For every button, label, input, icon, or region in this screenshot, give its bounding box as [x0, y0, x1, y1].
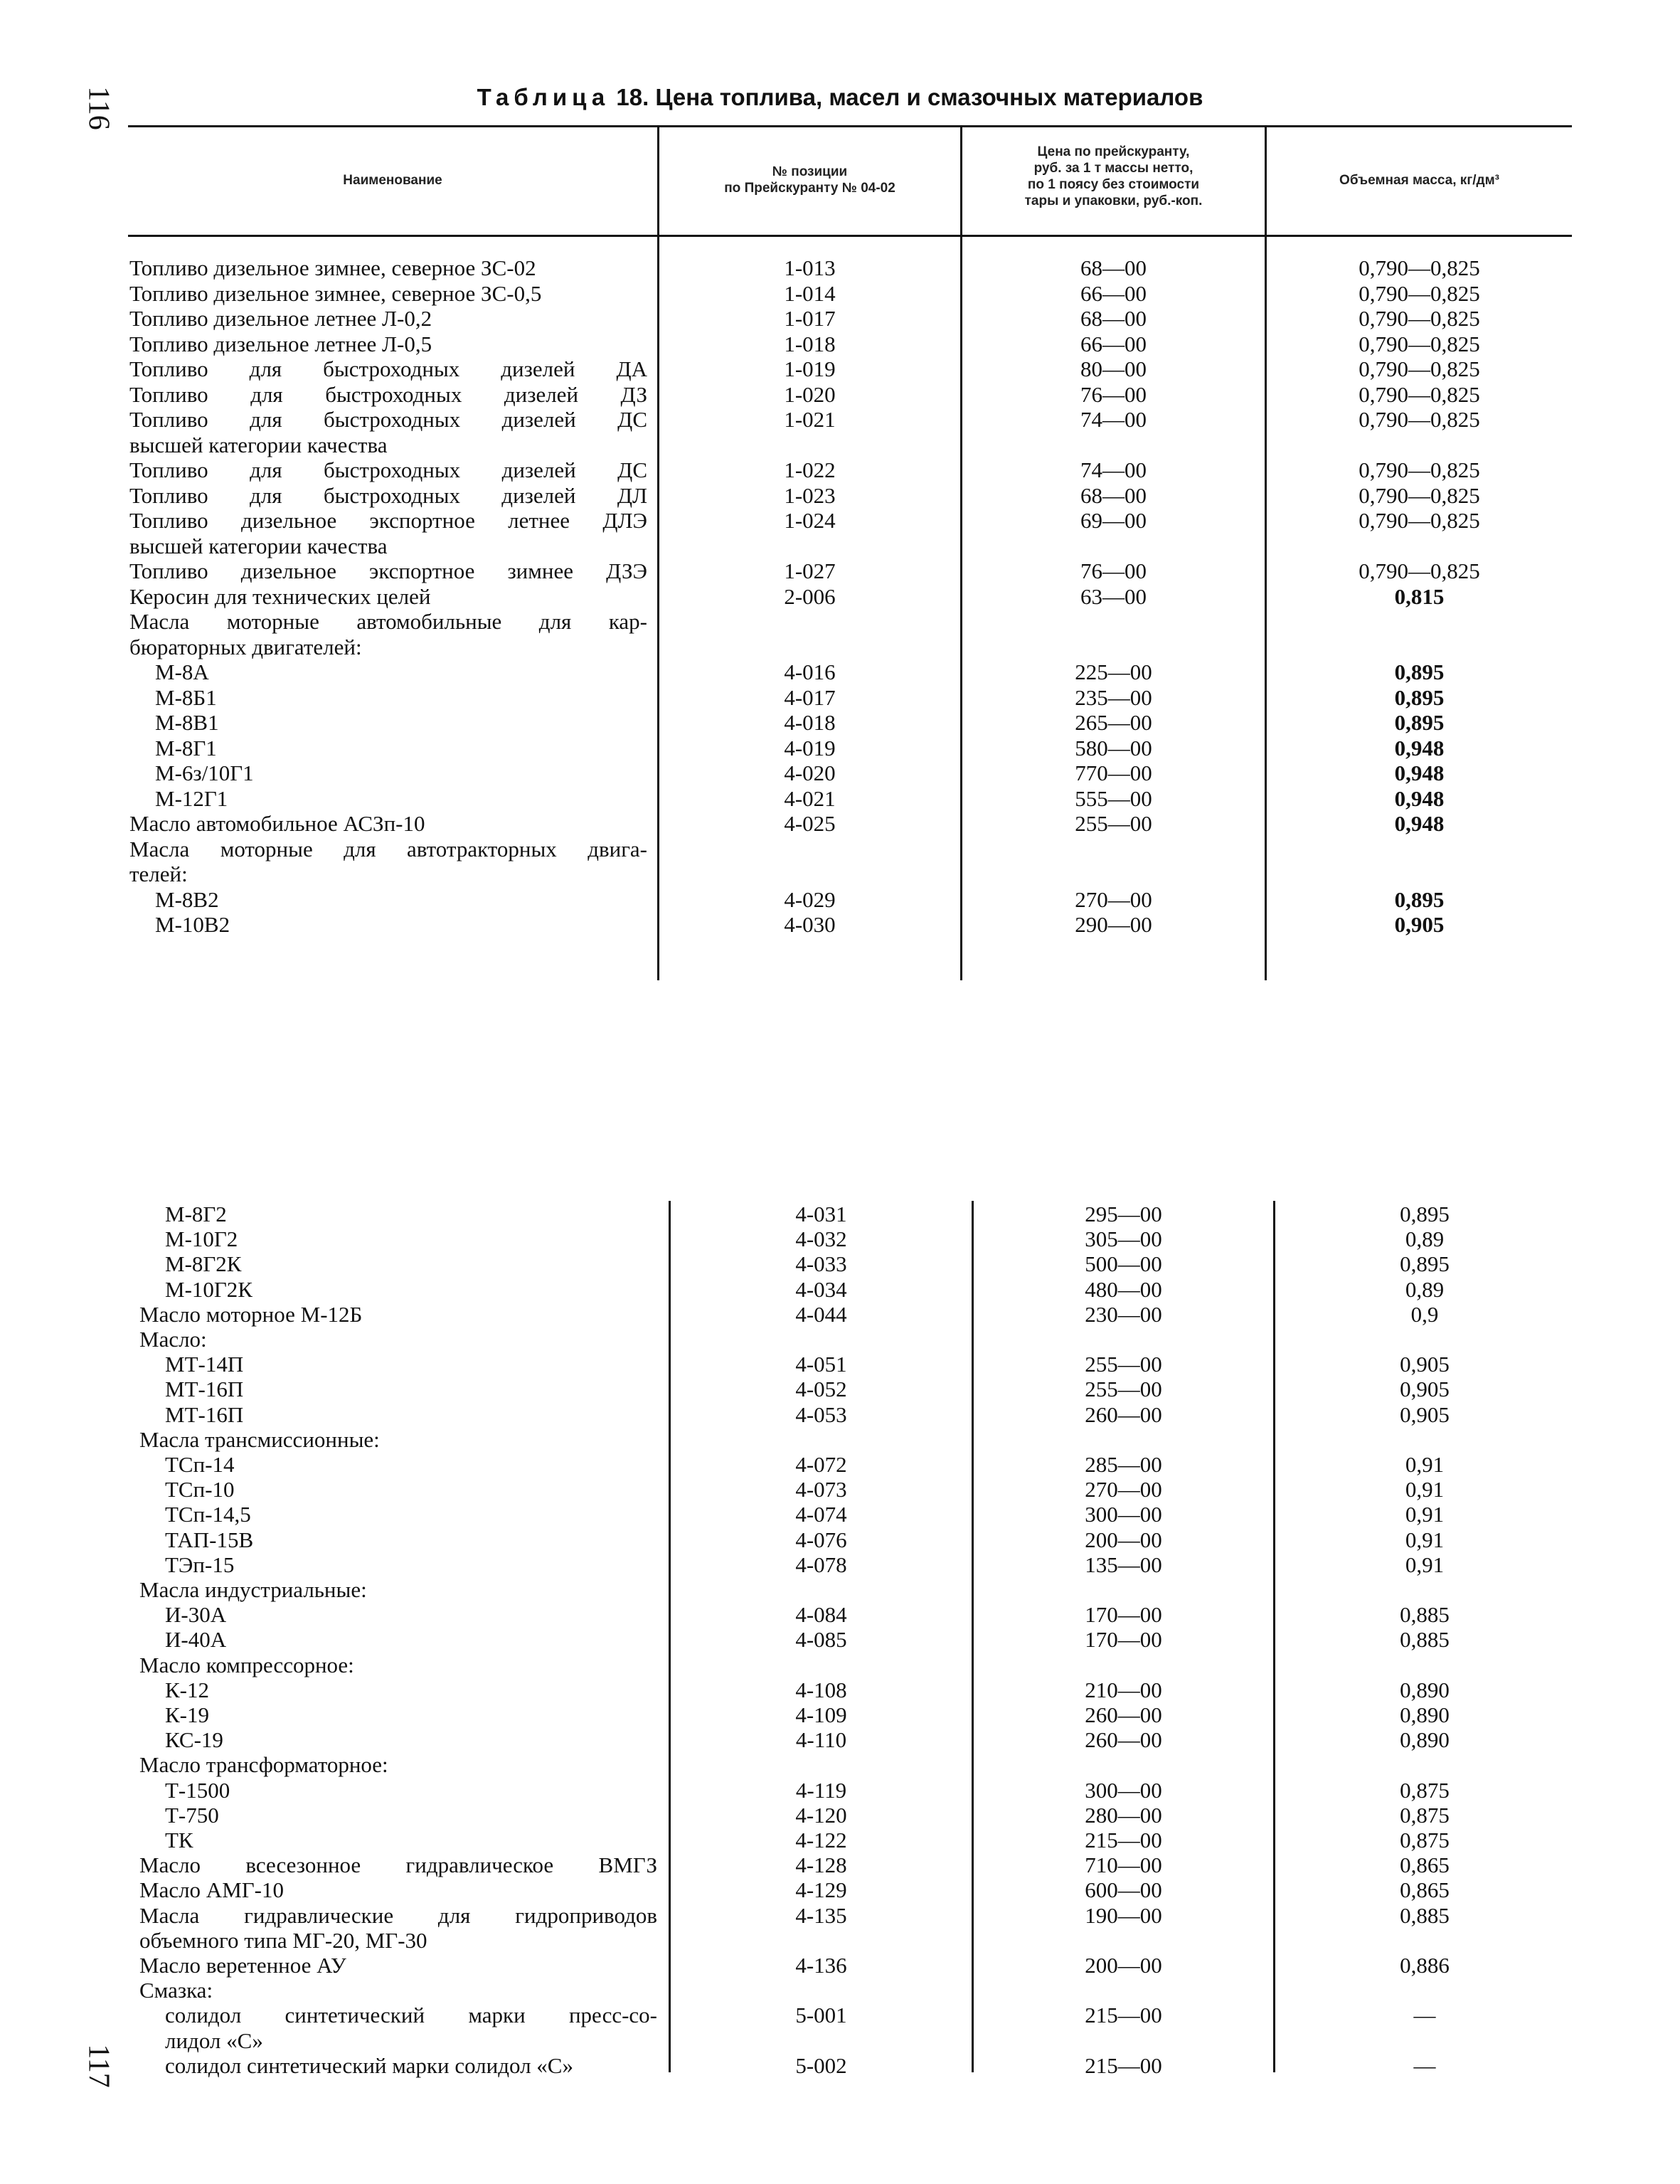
- row-price: 555—00: [1075, 785, 1152, 811]
- row-name: ТСп-14,5: [165, 1502, 251, 1527]
- table-row: [0, 509, 1680, 534]
- row-name: Топливо для быстроходных дизелей ДС: [129, 407, 647, 432]
- row-density: 0,895: [1394, 710, 1445, 735]
- row-position: 4-074: [795, 1502, 847, 1527]
- table-row: [0, 1303, 1680, 1328]
- row-price: 135—00: [1085, 1552, 1162, 1577]
- row-name: М-8В1: [155, 710, 219, 735]
- row-price: 255—00: [1085, 1352, 1162, 1377]
- row-name: Топливо дизельное летнее Л-0,5: [129, 331, 432, 356]
- row-position: 2-006: [784, 583, 836, 609]
- row-name: М-8А: [155, 659, 209, 684]
- row-name: М-8Г2: [165, 1202, 227, 1226]
- row-name: М-8Г1: [155, 735, 217, 760]
- row-position: 1-014: [784, 280, 836, 306]
- row-name: М-12Г1: [155, 785, 228, 811]
- row-position: 4-052: [795, 1377, 847, 1402]
- table-row: [0, 1803, 1680, 1829]
- page-number-top: 116: [82, 86, 115, 130]
- table-row: [0, 484, 1680, 509]
- row-price: 265—00: [1075, 710, 1152, 735]
- table-row: [0, 534, 1680, 560]
- row-name: Керосин для технических целей: [129, 583, 431, 609]
- row-density: 0,790—0,825: [1359, 280, 1480, 306]
- table-row: [0, 1878, 1680, 1904]
- table-row: [0, 686, 1680, 711]
- row-density: 0,790—0,825: [1359, 558, 1480, 583]
- table-row: [0, 1278, 1680, 1303]
- table-row: [0, 1578, 1680, 1603]
- row-density: 0,790—0,825: [1359, 255, 1480, 280]
- row-position: 4-030: [784, 912, 836, 937]
- table-row: [0, 1403, 1680, 1428]
- row-name: ТК: [165, 1828, 193, 1852]
- row-price: 68—00: [1080, 306, 1147, 331]
- table-row: [0, 1929, 1680, 1954]
- row-price: 270—00: [1085, 1477, 1162, 1502]
- row-name: телей:: [129, 862, 188, 886]
- row-position: 4-128: [795, 1852, 847, 1878]
- row-name: И-30А: [165, 1602, 227, 1628]
- row-price: 255—00: [1075, 811, 1152, 836]
- row-position: 4-084: [795, 1602, 847, 1628]
- row-price: 74—00: [1080, 407, 1147, 432]
- table-title: [0, 84, 1680, 111]
- row-name: МТ-16П: [165, 1401, 244, 1427]
- row-position: 5-002: [795, 2052, 847, 2078]
- table-row: [0, 660, 1680, 686]
- row-price: 580—00: [1075, 735, 1152, 760]
- table-row: [0, 1904, 1680, 1929]
- row-price: 76—00: [1080, 381, 1147, 407]
- row-price: 285—00: [1085, 1452, 1162, 1477]
- row-price: 480—00: [1085, 1276, 1162, 1302]
- table-row: [0, 1978, 1680, 2004]
- table-row: [0, 635, 1680, 661]
- header-density: Объемная масса, кг/дм³: [1339, 173, 1499, 188]
- row-price: 63—00: [1080, 583, 1147, 609]
- row-density: 0,91: [1405, 1527, 1445, 1552]
- row-density: 0,790—0,825: [1359, 482, 1480, 508]
- row-name: М-6з/10Г1: [155, 760, 254, 785]
- row-density: 0,905: [1400, 1401, 1450, 1427]
- row-position: 4-053: [795, 1401, 847, 1427]
- row-name: Топливо дизельное зимнее, северное ЗС-02: [129, 255, 536, 280]
- row-name: Топливо для быстроходных дизелей ДС: [129, 457, 647, 482]
- table-row: [0, 711, 1680, 736]
- row-position: 1-020: [784, 381, 836, 407]
- row-name: ТЭп-15: [165, 1552, 235, 1577]
- row-density: —: [1413, 2003, 1436, 2028]
- row-price: 66—00: [1080, 331, 1147, 356]
- table-row: [0, 1428, 1680, 1453]
- row-price: 80—00: [1080, 356, 1147, 381]
- table-row: [0, 1327, 1680, 1353]
- row-name: М-8В2: [155, 886, 219, 912]
- row-price: 260—00: [1085, 1702, 1162, 1727]
- row-position: 4-072: [795, 1452, 847, 1477]
- row-price: 270—00: [1075, 886, 1152, 912]
- row-price: 305—00: [1085, 1226, 1162, 1252]
- row-name: М-10Г2К: [165, 1276, 252, 1302]
- row-density: 0,91: [1405, 1452, 1445, 1477]
- table-row: [0, 282, 1680, 307]
- row-price: 300—00: [1085, 1777, 1162, 1803]
- row-density: 0,875: [1400, 1802, 1450, 1828]
- header-name: Наименование: [343, 173, 442, 188]
- row-price: 260—00: [1085, 1727, 1162, 1753]
- row-position: 1-017: [784, 306, 836, 331]
- row-density: 0,905: [1394, 912, 1445, 937]
- row-position: 4-119: [795, 1777, 847, 1803]
- row-density: 0,885: [1400, 1627, 1450, 1653]
- row-density: 0,948: [1394, 811, 1445, 836]
- row-density: 0,905: [1400, 1352, 1450, 1377]
- table-row: [0, 1227, 1680, 1253]
- row-name: Масло веретенное АУ: [139, 1953, 346, 1978]
- row-price: 210—00: [1085, 1677, 1162, 1702]
- table-row: [0, 1453, 1680, 1478]
- row-price: 600—00: [1085, 1877, 1162, 1903]
- table-row: [0, 2003, 1680, 2029]
- row-price: 225—00: [1075, 659, 1152, 684]
- table-title-prefix: Таблица: [477, 84, 610, 110]
- row-name: И-40А: [165, 1627, 227, 1653]
- row-position: 1-018: [784, 331, 836, 356]
- row-name: Масло компрессорное:: [139, 1652, 354, 1677]
- row-position: 4-109: [795, 1702, 847, 1727]
- row-position: 4-108: [795, 1677, 847, 1702]
- row-position: 1-027: [784, 558, 836, 583]
- row-name: Топливо дизельное зимнее, северное ЗС-0,5: [129, 280, 542, 306]
- table-row: [0, 2054, 1680, 2079]
- table-row: [0, 1528, 1680, 1554]
- table-row: [0, 1853, 1680, 1879]
- row-name: МТ-16П: [165, 1377, 244, 1402]
- row-position: 4-029: [784, 886, 836, 912]
- row-price: 190—00: [1085, 1902, 1162, 1928]
- row-name: МТ-14П: [165, 1352, 244, 1377]
- row-position: 4-044: [795, 1301, 847, 1327]
- table-row: [0, 357, 1680, 383]
- row-position: 4-129: [795, 1877, 847, 1903]
- row-name: Масла моторные автомобильные для кар-: [129, 609, 647, 634]
- row-price: 235—00: [1075, 684, 1152, 710]
- row-name: лидол «С»: [165, 2027, 263, 2053]
- table-row: [0, 1753, 1680, 1779]
- row-price: 280—00: [1085, 1802, 1162, 1828]
- row-density: 0,875: [1400, 1777, 1450, 1803]
- row-name: Смазка:: [139, 1978, 213, 2003]
- row-position: 4-018: [784, 710, 836, 735]
- row-position: 4-016: [784, 659, 836, 684]
- table-row: [0, 913, 1680, 938]
- table-row: [0, 862, 1680, 888]
- row-position: 4-032: [795, 1226, 847, 1252]
- table-row: [0, 1728, 1680, 1754]
- row-name: солидол синтетический марки солидол «С»: [165, 2052, 573, 2078]
- table-row: [0, 1478, 1680, 1503]
- row-name: солидол синтетический марки пресс-со-: [165, 2003, 657, 2028]
- row-name: Масло моторное М-12Б: [139, 1301, 363, 1327]
- table-row: [0, 1252, 1680, 1278]
- row-position: 4-021: [784, 785, 836, 811]
- row-density: 0,89: [1405, 1276, 1445, 1302]
- row-density: 0,895: [1394, 886, 1445, 912]
- row-name: Масла трансмиссионные:: [139, 1426, 380, 1452]
- row-position: 4-019: [784, 735, 836, 760]
- row-position: 4-076: [795, 1527, 847, 1552]
- row-name: М-10Г2: [165, 1226, 238, 1252]
- table-row: [0, 1653, 1680, 1679]
- table-row: [0, 1828, 1680, 1854]
- row-density: 0,905: [1400, 1377, 1450, 1402]
- row-density: 0,886: [1400, 1953, 1450, 1978]
- header-position: № позиции по Прейскуранту № 04-02: [724, 164, 895, 196]
- row-price: 170—00: [1085, 1627, 1162, 1653]
- row-density: 0,895: [1400, 1202, 1450, 1226]
- row-position: 1-023: [784, 482, 836, 508]
- row-position: 4-078: [795, 1552, 847, 1577]
- row-density: 0,91: [1405, 1502, 1445, 1527]
- row-position: 1-021: [784, 407, 836, 432]
- row-name: бюраторных двигателей:: [129, 634, 362, 659]
- row-density: 0,895: [1394, 659, 1445, 684]
- table-row: [0, 1628, 1680, 1653]
- row-price: 230—00: [1085, 1301, 1162, 1327]
- row-position: 4-085: [795, 1627, 847, 1653]
- row-position: 1-024: [784, 508, 836, 533]
- table-row: [0, 256, 1680, 282]
- table-row: [0, 433, 1680, 459]
- row-density: 0,91: [1405, 1477, 1445, 1502]
- row-price: 255—00: [1085, 1377, 1162, 1402]
- row-density: 0,790—0,825: [1359, 356, 1480, 381]
- table-row: [0, 408, 1680, 433]
- row-price: 500—00: [1085, 1251, 1162, 1277]
- row-density: 0,865: [1400, 1852, 1450, 1878]
- row-position: 4-073: [795, 1477, 847, 1502]
- row-density: 0,895: [1394, 684, 1445, 710]
- row-density: 0,91: [1405, 1552, 1445, 1577]
- table-row: [0, 1678, 1680, 1704]
- row-position: 4-120: [795, 1802, 847, 1828]
- row-density: 0,790—0,825: [1359, 331, 1480, 356]
- table-title-text: 18. Цена топлива, масел и смазочных материалов: [616, 84, 1203, 110]
- table-row: [0, 307, 1680, 332]
- row-name: Т-750: [165, 1802, 219, 1828]
- row-name: Масло автомобильное АСЗп-10: [129, 811, 425, 836]
- row-name: Масла моторные для автотракторных двига-: [129, 836, 647, 862]
- row-price: 200—00: [1085, 1527, 1162, 1552]
- row-name: высшей категории качества: [129, 533, 388, 558]
- header-top-rule: [128, 125, 1572, 127]
- row-name: М-8Б1: [155, 684, 217, 710]
- row-position: 4-031: [795, 1202, 847, 1226]
- row-name: Топливо дизельное экспортное зимнее ДЗЭ: [129, 558, 647, 583]
- table-row: [0, 1352, 1680, 1378]
- table-row: [0, 812, 1680, 837]
- row-price: 66—00: [1080, 280, 1147, 306]
- row-price: 215—00: [1085, 1828, 1162, 1852]
- row-density: 0,895: [1400, 1251, 1450, 1277]
- row-position: 4-110: [795, 1727, 847, 1753]
- row-price: 76—00: [1080, 558, 1147, 583]
- row-density: 0,890: [1400, 1677, 1450, 1702]
- row-name: К-19: [165, 1702, 209, 1727]
- table-row: [0, 2029, 1680, 2055]
- row-name: высшей категории качества: [129, 432, 388, 457]
- table-row: [0, 1954, 1680, 1979]
- table-row: [0, 736, 1680, 762]
- row-name: Топливо для быстроходных дизелей ДЗ: [129, 381, 647, 407]
- row-name: Масла гидравлические для гидроприводов: [139, 1902, 657, 1928]
- row-position: 5-001: [795, 2003, 847, 2028]
- table-row: [0, 1502, 1680, 1528]
- row-density: 0,790—0,825: [1359, 306, 1480, 331]
- row-name: Масло всесезонное гидравлическое ВМГЗ: [139, 1852, 657, 1878]
- row-density: 0,9: [1410, 1301, 1439, 1327]
- row-price: 170—00: [1085, 1602, 1162, 1628]
- table-row: [0, 585, 1680, 610]
- row-price: 260—00: [1085, 1401, 1162, 1427]
- row-density: 0,865: [1400, 1877, 1450, 1903]
- header-bottom-rule: [128, 235, 1572, 237]
- row-price: 295—00: [1085, 1202, 1162, 1226]
- row-name: Т-1500: [165, 1777, 230, 1803]
- row-price: 290—00: [1075, 912, 1152, 937]
- table-row: [0, 1779, 1680, 1804]
- page-number-bottom: 117: [82, 2044, 115, 2088]
- table-row: [0, 1603, 1680, 1628]
- table-row: [0, 458, 1680, 484]
- row-name: М-10В2: [155, 912, 230, 937]
- row-price: 68—00: [1080, 482, 1147, 508]
- row-density: 0,885: [1400, 1902, 1450, 1928]
- row-name: ТАП-15В: [165, 1527, 254, 1552]
- row-name: Масло АМГ-10: [139, 1877, 284, 1903]
- table-row: [0, 332, 1680, 358]
- row-price: 68—00: [1080, 255, 1147, 280]
- row-position: 4-025: [784, 811, 836, 836]
- row-name: Топливо для быстроходных дизелей ДА: [129, 356, 647, 381]
- row-position: 4-051: [795, 1352, 847, 1377]
- row-density: 0,890: [1400, 1727, 1450, 1753]
- header-price: Цена по прейскуранту, руб. за 1 т массы нетто, по 1 поясу без стоимости тары и упаковки, руб.-коп.: [1024, 144, 1203, 208]
- row-name: Масло:: [139, 1327, 207, 1352]
- table-row: [0, 787, 1680, 812]
- row-price: 215—00: [1085, 2052, 1162, 2078]
- row-position: 1-013: [784, 255, 836, 280]
- table-row: [0, 559, 1680, 585]
- row-density: 0,890: [1400, 1702, 1450, 1727]
- row-density: 0,790—0,825: [1359, 407, 1480, 432]
- row-price: 200—00: [1085, 1953, 1162, 1978]
- table-row: [0, 837, 1680, 863]
- row-density: 0,885: [1400, 1602, 1450, 1628]
- row-density: 0,790—0,825: [1359, 508, 1480, 533]
- table-row: [0, 1377, 1680, 1403]
- row-density: 0,875: [1400, 1828, 1450, 1852]
- row-position: 4-122: [795, 1828, 847, 1852]
- row-density: 0,948: [1394, 760, 1445, 785]
- row-density: 0,948: [1394, 785, 1445, 811]
- table-row: [0, 383, 1680, 408]
- row-density: 0,815: [1394, 583, 1445, 609]
- row-name: ТСп-14: [165, 1452, 235, 1477]
- table-row: [0, 1703, 1680, 1729]
- row-density: 0,790—0,825: [1359, 381, 1480, 407]
- row-position: 4-020: [784, 760, 836, 785]
- row-name: Топливо дизельное летнее Л-0,2: [129, 306, 432, 331]
- row-price: 300—00: [1085, 1502, 1162, 1527]
- row-name: Масло трансформаторное:: [139, 1752, 388, 1778]
- row-price: 710—00: [1085, 1852, 1162, 1878]
- row-position: 4-017: [784, 684, 836, 710]
- row-name: ТСп-10: [165, 1477, 235, 1502]
- row-price: 69—00: [1080, 508, 1147, 533]
- row-position: 1-022: [784, 457, 836, 482]
- row-name: КС-19: [165, 1727, 223, 1753]
- row-position: 4-034: [795, 1276, 847, 1302]
- table-row: [0, 1202, 1680, 1228]
- row-name: Топливо для быстроходных дизелей ДЛ: [129, 482, 647, 508]
- table-row: [0, 610, 1680, 635]
- table-row: [0, 888, 1680, 913]
- row-price: 74—00: [1080, 457, 1147, 482]
- row-name: К-12: [165, 1677, 209, 1702]
- table-row: [0, 761, 1680, 787]
- row-price: 770—00: [1075, 760, 1152, 785]
- row-density: 0,790—0,825: [1359, 457, 1480, 482]
- row-position: 4-136: [795, 1953, 847, 1978]
- row-name: Топливо дизельное экспортное летнее ДЛЭ: [129, 508, 647, 533]
- row-density: 0,89: [1405, 1226, 1445, 1252]
- row-position: 4-033: [795, 1251, 847, 1277]
- row-position: 1-019: [784, 356, 836, 381]
- row-density: —: [1413, 2052, 1436, 2078]
- row-density: 0,948: [1394, 735, 1445, 760]
- table-row: [0, 1553, 1680, 1579]
- row-name: М-8Г2К: [165, 1251, 242, 1277]
- row-position: 4-135: [795, 1902, 847, 1928]
- row-name: Масла индустриальные:: [139, 1577, 367, 1602]
- row-name: объемного типа МГ-20, МГ-30: [139, 1927, 427, 1953]
- row-price: 215—00: [1085, 2003, 1162, 2028]
